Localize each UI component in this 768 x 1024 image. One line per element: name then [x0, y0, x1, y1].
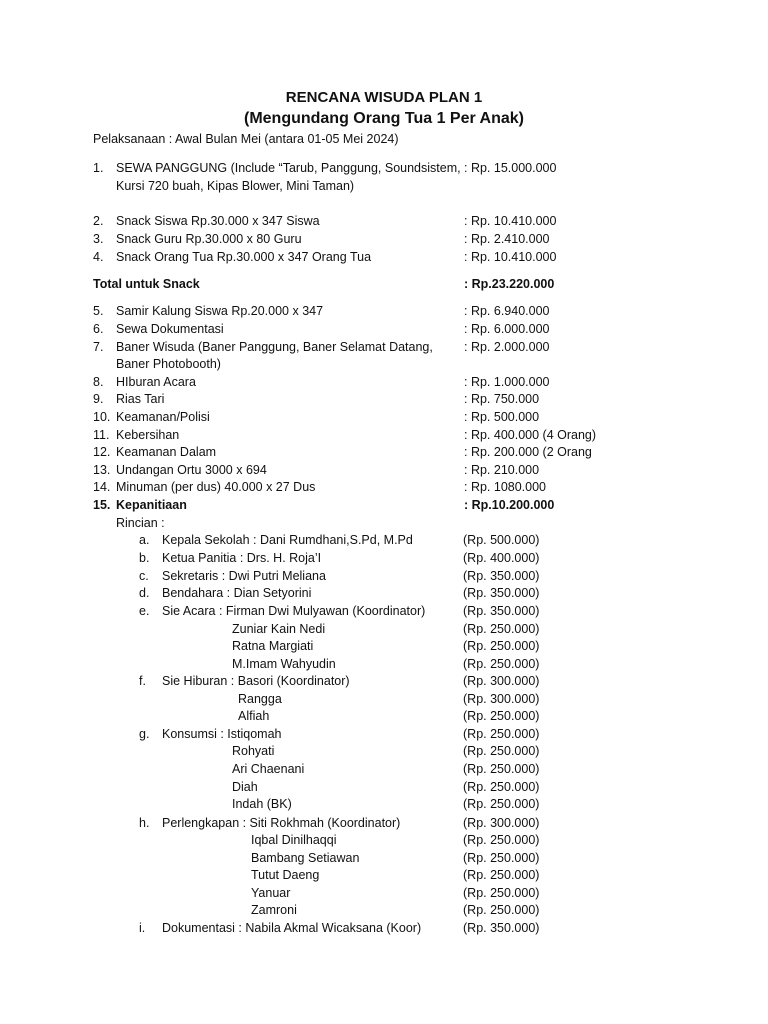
committee-amount: (Rp. 250.000) — [463, 762, 540, 776]
committee-amount: (Rp. 250.000) — [463, 797, 540, 811]
total-snack-row — [0, 275, 768, 293]
item-number: 7. — [93, 340, 104, 354]
committee-row — [0, 602, 768, 620]
committee-member: Indah (BK) — [232, 797, 292, 811]
committee-letter: c. — [139, 569, 149, 583]
committee-member: Zamroni — [251, 903, 297, 917]
budget-item — [0, 373, 768, 391]
committee-member: Diah — [232, 780, 258, 794]
item-number: 5. — [93, 304, 104, 318]
committee-amount: (Rp. 350.000) — [463, 604, 540, 618]
committee-amount: (Rp. 250.000) — [463, 727, 540, 741]
item-label: Keamanan Dalam — [116, 445, 217, 459]
item-amount: : Rp. 500.000 — [464, 410, 540, 424]
item-label: Sewa Dokumentasi — [116, 322, 224, 336]
rincian-heading-row — [0, 514, 768, 532]
committee-member-row — [0, 742, 768, 760]
committee-member: M.Imam Wahyudin — [232, 657, 336, 671]
committee-member: Ari Chaenani — [232, 762, 305, 776]
committee-letter: h. — [139, 816, 150, 830]
item-number: 2. — [93, 214, 104, 228]
committee-letter: g. — [139, 727, 150, 741]
committee-member: Tutut Daeng — [251, 868, 320, 882]
item-number: 3. — [93, 232, 104, 246]
committee-text: Bendahara : Dian Setyorini — [162, 586, 312, 600]
committee-row — [0, 672, 768, 690]
committee-amount: (Rp. 300.000) — [463, 692, 540, 706]
committee-amount: (Rp. 250.000) — [463, 851, 540, 865]
committee-letter: e. — [139, 604, 150, 618]
committee-text: Sekretaris : Dwi Putri Meliana — [162, 569, 326, 583]
budget-item — [0, 496, 768, 514]
committee-row — [0, 725, 768, 743]
committee-text: Dokumentasi : Nabila Akmal Wicaksana (Koor) — [162, 921, 422, 935]
committee-member-row — [0, 831, 768, 849]
budget-item — [0, 390, 768, 408]
document-subtitle: (Mengundang Orang Tua 1 Per Anak) — [243, 110, 525, 127]
committee-member: Ratna Margiati — [232, 639, 314, 653]
item-amount: : Rp. 400.000 (4 Orang) — [464, 428, 597, 442]
total-snack-label: Total untuk Snack — [93, 277, 200, 291]
item-label: Undangan Ortu 3000 x 694 — [116, 463, 267, 477]
committee-amount: (Rp. 400.000) — [463, 551, 540, 565]
committee-member: Rangga — [238, 692, 282, 706]
committee-letter: i. — [139, 921, 146, 935]
committee-member-row — [0, 637, 768, 655]
committee-amount: (Rp. 250.000) — [463, 903, 540, 917]
item-number: 12. — [93, 445, 111, 459]
committee-member-row — [0, 778, 768, 796]
committee-member: Rohyati — [232, 744, 275, 758]
committee-member: Alfiah — [238, 709, 270, 723]
item-number: 13. — [93, 463, 111, 477]
item-label: Baner Wisuda (Baner Panggung, Baner Selamat Datang, — [116, 340, 433, 354]
committee-amount: (Rp. 250.000) — [463, 833, 540, 847]
item-label: Kepanitiaan — [116, 498, 187, 512]
item-amount: : Rp. 200.000 (2 Orang — [464, 445, 592, 459]
committee-amount: (Rp. 500.000) — [463, 533, 540, 547]
committee-row — [0, 531, 768, 549]
committee-row — [0, 814, 768, 832]
committee-amount: (Rp. 250.000) — [463, 744, 540, 758]
budget-item — [0, 443, 768, 461]
item-amount: : Rp. 10.410.000 — [464, 250, 557, 264]
committee-text: Sie Acara : Firman Dwi Mulyawan (Koordinator) — [162, 604, 426, 618]
committee-member-row — [0, 884, 768, 902]
item-amount: : Rp. 6.940.000 — [464, 304, 550, 318]
committee-member-row — [0, 901, 768, 919]
item-number: 8. — [93, 375, 104, 389]
committee-text: Perlengkapan : Siti Rokhmah (Koordinator) — [162, 816, 401, 830]
budget-item — [0, 159, 768, 177]
item-label: SEWA PANGGUNG (Include “Tarub, Panggung, Soundsistem, — [116, 161, 461, 175]
committee-member-row — [0, 866, 768, 884]
item-label: Snack Orang Tua Rp.30.000 x 347 Orang Tua — [116, 250, 372, 264]
committee-row — [0, 584, 768, 602]
committee-letter: f. — [139, 674, 146, 688]
committee-amount: (Rp. 250.000) — [463, 657, 540, 671]
item-label: Minuman (per dus) 40.000 x 27 Dus — [116, 480, 316, 494]
item-amount: : Rp.10.200.000 — [464, 498, 555, 512]
budget-item-continuation — [0, 355, 768, 373]
committee-member: Iqbal Dinilhaqqi — [251, 833, 337, 847]
item-amount: : Rp. 2.410.000 — [464, 232, 550, 246]
item-amount: : Rp. 6.000.000 — [464, 322, 550, 336]
budget-item — [0, 320, 768, 338]
item-label: Snack Siswa Rp.30.000 x 347 Siswa — [116, 214, 320, 228]
budget-item — [0, 338, 768, 356]
committee-text: Sie Hiburan : Basori (Koordinator) — [162, 674, 350, 688]
committee-amount: (Rp. 250.000) — [463, 639, 540, 653]
item-amount: : Rp. 15.000.000 — [464, 161, 557, 175]
committee-row — [0, 567, 768, 585]
item-amount: : Rp. 1.000.000 — [464, 375, 550, 389]
item-number: 6. — [93, 322, 104, 336]
committee-letter: b. — [139, 551, 150, 565]
item-amount: : Rp. 10.410.000 — [464, 214, 557, 228]
budget-item — [0, 212, 768, 230]
committee-member-row — [0, 760, 768, 778]
item-label: HIburan Acara — [116, 375, 196, 389]
item-number: 10. — [93, 410, 111, 424]
committee-text: Kepala Sekolah : Dani Rumdhani,S.Pd, M.Pd — [162, 533, 413, 547]
committee-amount: (Rp. 350.000) — [463, 921, 540, 935]
item-number: 4. — [93, 250, 104, 264]
committee-member-row — [0, 707, 768, 725]
item-amount: : Rp. 1080.000 — [464, 480, 547, 494]
committee-amount: (Rp. 250.000) — [463, 868, 540, 882]
budget-item — [0, 302, 768, 320]
committee-amount: (Rp. 350.000) — [463, 569, 540, 583]
item-label: Snack Guru Rp.30.000 x 80 Guru — [116, 232, 302, 246]
item-label-continued: Baner Photobooth) — [116, 357, 221, 371]
budget-item-continuation — [0, 177, 768, 195]
committee-row — [0, 919, 768, 937]
budget-item — [0, 461, 768, 479]
committee-amount: (Rp. 250.000) — [463, 709, 540, 723]
committee-amount: (Rp. 300.000) — [463, 674, 540, 688]
budget-item — [0, 426, 768, 444]
committee-amount: (Rp. 250.000) — [463, 780, 540, 794]
committee-row — [0, 549, 768, 567]
committee-amount: (Rp. 350.000) — [463, 586, 540, 600]
committee-member-row — [0, 795, 768, 813]
item-amount: : Rp. 2.000.000 — [464, 340, 550, 354]
item-label-continued: Kursi 720 buah, Kipas Blower, Mini Taman) — [116, 179, 355, 193]
item-number: 15. — [93, 498, 111, 512]
item-number: 1. — [93, 161, 104, 175]
committee-letter: a. — [139, 533, 150, 547]
item-label: Keamanan/Polisi — [116, 410, 210, 424]
committee-amount: (Rp. 300.000) — [463, 816, 540, 830]
committee-amount: (Rp. 250.000) — [463, 622, 540, 636]
budget-item — [0, 408, 768, 426]
item-number: 14. — [93, 480, 111, 494]
committee-amount: (Rp. 250.000) — [463, 886, 540, 900]
total-snack-amount: : Rp.23.220.000 — [464, 277, 555, 291]
committee-member-row — [0, 690, 768, 708]
document-title: RENCANA WISUDA PLAN 1 — [285, 89, 483, 106]
item-label: Samir Kalung Siswa Rp.20.000 x 347 — [116, 304, 324, 318]
item-label: Kebersihan — [116, 428, 180, 442]
item-label: Rias Tari — [116, 392, 165, 406]
committee-member: Yanuar — [251, 886, 291, 900]
committee-letter: d. — [139, 586, 150, 600]
item-number: 11. — [93, 428, 110, 442]
committee-member: Zuniar Kain Nedi — [232, 622, 326, 636]
budget-item — [0, 230, 768, 248]
committee-member-row — [0, 620, 768, 638]
committee-text: Konsumsi : Istiqomah — [162, 727, 282, 741]
budget-item — [0, 248, 768, 266]
rincian-label: Rincian : — [116, 516, 165, 530]
budget-item — [0, 478, 768, 496]
committee-member: Bambang Setiawan — [251, 851, 360, 865]
intro-line: Pelaksanaan : Awal Bulan Mei (antara 01-05 Mei 2024) — [93, 132, 399, 146]
committee-text: Ketua Panitia : Drs. H. Roja’I — [162, 551, 322, 565]
item-amount: : Rp. 750.000 — [464, 392, 540, 406]
item-amount: : Rp. 210.000 — [464, 463, 540, 477]
item-number: 9. — [93, 392, 104, 406]
committee-member-row — [0, 849, 768, 867]
committee-member-row — [0, 655, 768, 673]
